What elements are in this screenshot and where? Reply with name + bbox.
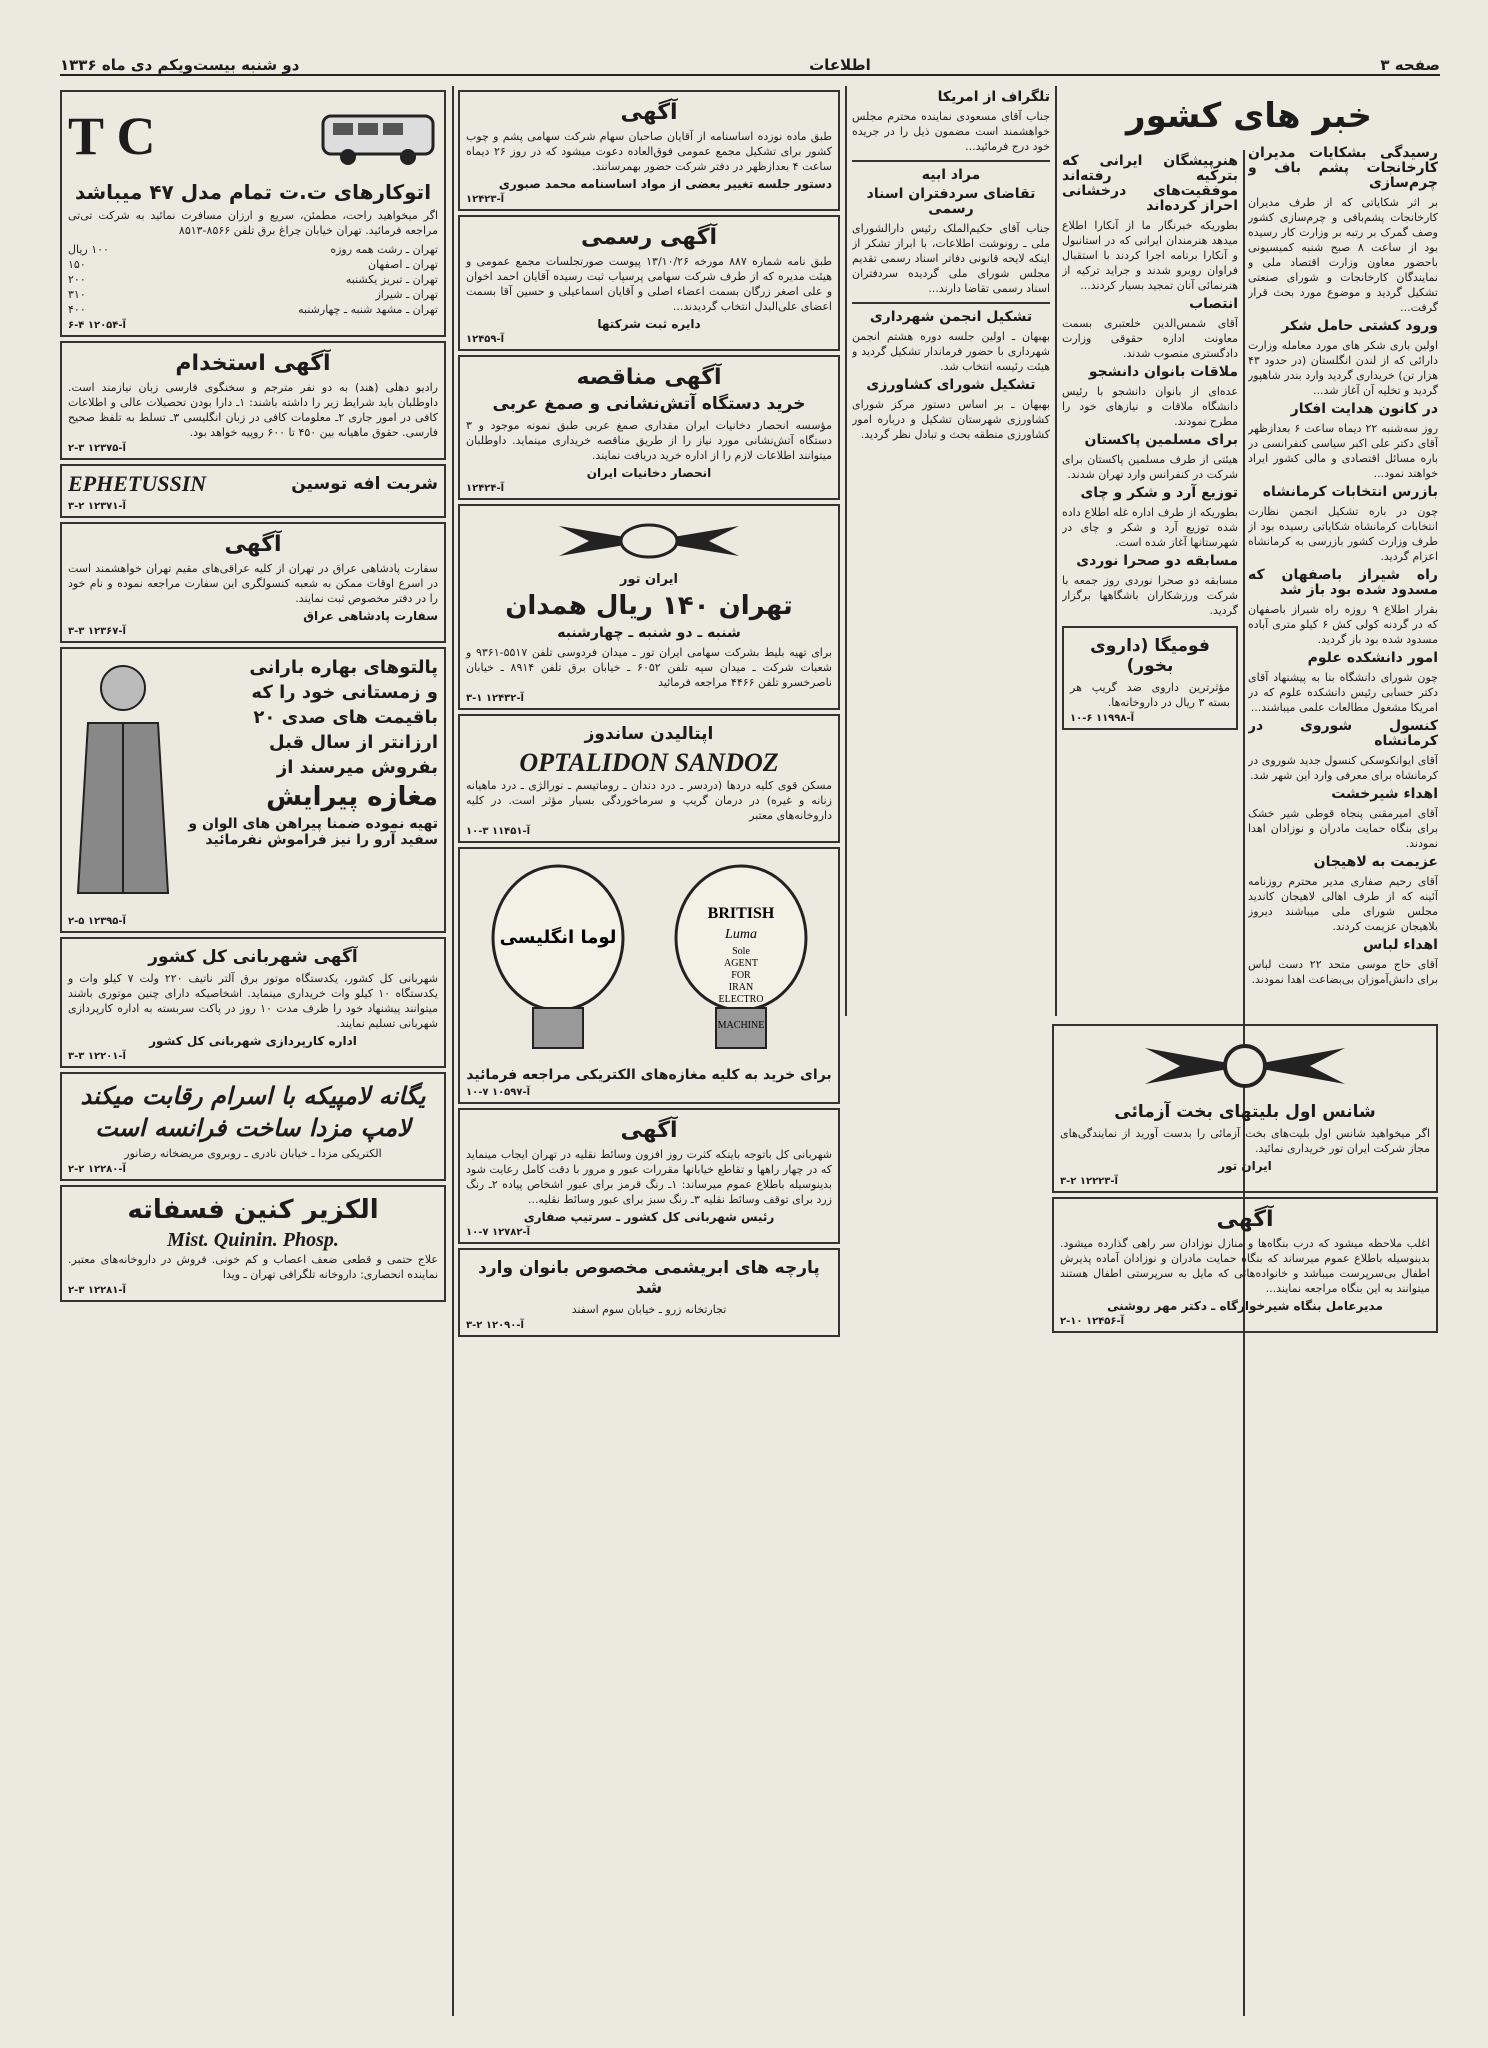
coat-shop-ad: پالتوهای بهاره بارانی و زمستانی خود را که باقیمت های صدی ۲۰ ارزانتر از سال قبل بفروش میرسند از مغازه پیرایش تهیه نموده ضمنا پیراهن های الوان و سفید آرو را نیز فراموش نفرمائید آ-۱۲۳۹۵ ۵-۲ xyxy=(60,647,446,933)
section-header xyxy=(1060,90,1438,142)
mazda-lamp-ad xyxy=(60,1072,446,1181)
headline: امور دانشکده علوم xyxy=(1307,650,1438,666)
ad-ref: آ-۱۲۰۹۰ ۲-۳ xyxy=(466,1320,524,1331)
ad-signature: دستور جلسه تغییر بعضی از مواد اساسنامه محمد صبوری xyxy=(498,177,832,191)
ad-title: آگهی مناقصه xyxy=(576,365,722,390)
fare-row: تهران ـ اصفهان ۱۵۰ xyxy=(68,258,438,271)
lamp-brand-fa: لوما انگلیسی xyxy=(499,927,616,948)
ad-title-fa: الکزیر کنین فسفاته xyxy=(127,1195,379,1225)
ad-ref: آ-۱۲۲۲۳ ۲-۳ xyxy=(1060,1176,1118,1187)
ad-title-en: Mist. Quinin. Phosp. xyxy=(167,1229,339,1251)
ad-title: آگهی xyxy=(620,100,678,125)
article-body: جناب آقای حکیم‌الملک رئیس دارالشورای ملی ـ رونوشت اطلاعات، با ابراز تشکر از اینکه لایحه قانونی دفاتر اسناد رسمی تقدیم مجلس شورای ملی گردیده سردفتران اسناد رسمی تقاضا دارند... xyxy=(852,222,1050,295)
headline: تشکیل شورای کشاورزی xyxy=(866,377,1036,393)
article-body: چون شورای دانشگاه بنا به پیشنهاد آقای دکتر حسابی رئیس دانشکده علوم که در امریکا مشغول مطالعات علمی میباشند... xyxy=(1248,671,1438,714)
lamp-brand-en2: Luma xyxy=(724,927,757,942)
article-body: آقای رحیم صفاری مدیر محترم روزنامه آئینه که از طرف اهالی لاهیجان کاندید مجلس شورای ملی میباشند دیروز بلاهیجان عزیمت کردند. xyxy=(1248,875,1438,933)
lamp-sole: Sole xyxy=(731,946,750,957)
ad-title-en: OPTALIDON SANDOZ xyxy=(519,748,779,777)
ad-title-fa: شربت افه توسین xyxy=(291,474,438,494)
column-rule xyxy=(1055,86,1057,1016)
headline: راه شیراز باصفهان که مسدود شده بود باز شد xyxy=(1248,567,1438,598)
paper-name: اطلاعات xyxy=(809,56,871,74)
column-rule xyxy=(845,86,847,1016)
bus-icon xyxy=(318,101,438,171)
ad-title: آگهی استخدام xyxy=(175,351,331,376)
ad-ref: آ-۱۲۴۵۹ xyxy=(466,334,505,345)
ad-ref: آ-۱۲۴۳۲ ۱-۳ xyxy=(466,693,524,704)
ad-caption: برای خرید به کلیه مغازه‌های الکتریکی مراجعه فرمائید xyxy=(466,1067,832,1083)
ad-slogan: لامپ مزدا ساخت فرانسه است xyxy=(95,1114,411,1142)
ad-ref: آ-۱۲۰۵۴ ۴-۶ xyxy=(68,320,126,331)
ad-title: آگهی xyxy=(620,1118,678,1143)
silk-fabric-ad xyxy=(458,1248,840,1337)
headline: اهداء شیرخشت xyxy=(1331,786,1438,802)
ad-subtitle: خرید دستگاه آتش‌نشانی و صمغ عربی xyxy=(492,394,806,414)
ad-signature: انحصار دخانیات ایران xyxy=(586,466,712,480)
headline: مراد ابیه xyxy=(921,167,981,183)
date-line: دو شنبه بیست‌ویکم دی ماه ۱۳۳۶ xyxy=(60,56,300,74)
police-traffic-notice xyxy=(458,1108,840,1244)
ad-ref: آ-۱۲۳۷۵ ۳-۲ xyxy=(68,443,126,454)
lamp-machine: MACHINE xyxy=(717,1020,764,1031)
ad-ref: آ-۱۲۴۵۶ ۱۰-۲ xyxy=(1060,1316,1125,1327)
shop-name: مغازه پیرایش xyxy=(266,782,438,812)
ad-signature: مدیرعامل بنگاه شیرخوارگاه ـ دکتر مهر روشنی xyxy=(1107,1299,1383,1313)
article-body: بهبهان ـ بر اساس دستور مرکز شورای کشاورزی شهرستان تشکیل و درباره امور کشاورزی منطقه بحث و تبادل نظر گردید. xyxy=(852,398,1050,441)
headline: برای مسلمین پاکستان xyxy=(1084,432,1238,448)
lamp-electro: ELECTRO xyxy=(718,994,763,1005)
optalidon-ad xyxy=(458,714,840,843)
headline: انتصاب xyxy=(1189,296,1238,312)
article-body: چون در باره تشکیل انجمن نظارت انتخابات کرمانشاه شکایاتی رسیده بود از طرف وزارت کشور بازرسی به کرمانشاه اعزام گردید. xyxy=(1248,505,1438,563)
ad-title-en: EPHETUSSIN xyxy=(68,471,207,496)
page-label: صفحه ۳ xyxy=(1380,56,1440,74)
ad-body: مؤسسه انحصار دخانیات ایران مقداری صمغ عربی طبق نمونه موجود و ۳ دستگاه آتش‌نشانی مورد نیاز را از طریق مناقصه خریداری مینماید. داوطلبان میتوانند اطلاعات لازم را از اداره خرید دریافت نمایند. xyxy=(466,419,832,462)
winged-logo-icon xyxy=(549,516,749,566)
fare-row: تهران ـ مشهد شنبه ـ چهارشنبه ۴۰۰ xyxy=(68,303,438,316)
article-body: مسابقه دو صحرا نوردی روز جمعه با شرکت ورزشکاران باشگاهها برگزار گردید. xyxy=(1062,574,1238,617)
ad-slogan: یگانه لامپیکه با اسرام رقابت میکند xyxy=(80,1082,426,1110)
company-name: ایران تور xyxy=(619,572,679,587)
subheadline: تقاضای سردفتران اسناد رسمی xyxy=(866,186,1036,217)
winged-emblem-icon xyxy=(1135,1036,1355,1096)
lamp-bulb-icon xyxy=(483,858,633,1058)
lamp-bulb-icon xyxy=(666,858,816,1058)
section-title: خبر های کشور xyxy=(1126,96,1372,136)
article-body: بطوریکه خبرنگار ما از آنکارا اطلاع میدهد هنرمندان ایرانی که در استانبول و آنکارا برنامه اجرا کردند با استقبال فراوان روبرو شدند و جراید ترکیه از هنرنمائی آنان تمجید بسیار کردند... xyxy=(1062,219,1238,292)
ad-ref: آ-۱۲۴۲۴ xyxy=(466,483,505,494)
man-in-coat-illustration-icon xyxy=(68,653,178,913)
lamp-iran: IRAN xyxy=(728,982,753,993)
headline: توزیع آرد و شکر و چای xyxy=(1080,485,1238,501)
fumiga-ad xyxy=(1062,626,1238,730)
notice-ad-1 xyxy=(458,90,840,211)
article-body: اولین باری شکر های مورد معامله وزارت دارائی که از لندن انگلستان (در حدود ۴۳ هزار تن) خریداری گردید وارد بندر شاهپور گردید و تخلیه آن آغاز شد... xyxy=(1248,339,1438,397)
ad-title: آگهی xyxy=(1216,1207,1274,1232)
ad-body: علاج حتمی و قطعی ضعف اعصاب و کم خونی. فروش در داروخانه‌های معتبر. نماینده انحصاری: داروخانه تلگرافی تهران ـ ویدا xyxy=(68,1253,438,1281)
ad-body: اگر میخواهید شانس اول بلیت‌های بخت آزمائی را بدست آورید از نمایندگی‌های مجاز شرکت ایران تور خریداری نمائید. xyxy=(1060,1127,1430,1155)
ephetussin-ad xyxy=(60,464,446,518)
headline: اهداء لباس xyxy=(1363,937,1438,953)
ad-body: شهربانی کل باتوجه باینکه کثرت روز افزون وسائط نقلیه در تهران ایجاب مینماید که در چهار راهها و تقاطع خیابانها مقررات عبور و مرور با دقت کامل رعایت شود بدینوسیله باطلاع عموم میرساند: ۱ـ رنگ قرمز برای عبور اشخاص پیاده ۲ـ رنگ زرد برای توقف وسائط نقلیه ۳ـ رنگ سبز برای عبور وسائط نقلیه... xyxy=(466,1148,832,1206)
ad-body: مسکن قوی کلیه دردها (دردسر ـ درد دندان ـ روماتیسم ـ نورالژی ـ درد ماهیانه زنانه و غیره) در درمان گریپ و سرماخوردگی بسیار مؤثر است. در کلیه داروخانه‌های معتبر xyxy=(466,779,832,822)
lottery-and-notice xyxy=(852,1020,1438,2016)
ad-title: شانس اول بلیتهای بخت آزمائی xyxy=(1114,1102,1376,1122)
ad-body: مؤثرترین داروی ضد گریپ هر بسته ۳ ریال در داروخانه‌ها. xyxy=(1070,681,1230,709)
ad-body: رادیو دهلی (هند) به دو نفر مترجم و سخنگوی فارسی زبان نیازمند است. داوطلبان باید شرایط زیر را داشته باشند: ۱ـ دارا بودن تحصیلات عالی و اطلاعات کافی در امور جاری ۲ـ معلومات کافی در زبان انگلیسی ۳ـ تسلط به تلفظ صحیح فارسی. حقوق ماهیانه بین ۴۵۰ تا ۶۰۰ روپیه خواهد بود. xyxy=(68,381,438,439)
column-rule xyxy=(452,86,454,2016)
ad-body: تجارتخانه زرو ـ خیابان سوم اسفند xyxy=(571,1303,727,1316)
article-body: بطوریکه از طرف اداره غله اطلاع داده شده توزیع آرد و شکر و چای در شهرستانها آغاز شده است. xyxy=(1062,506,1238,549)
column-country-news-2 xyxy=(1062,150,1238,1010)
nursery-notice xyxy=(1052,1197,1438,1333)
ad-body: طبق ماده نوزده اساسنامه از آقایان صاحبان سهام شرکت سهامی پشم و چوب کشور برای تشکیل مجمع عمومی فوق‌العاده دعوت میشود که در روز ۲۶ دیماه ساعت ۴ بعدازظهر در دفتر شرکت حضور بهمرسانند. xyxy=(466,130,832,173)
headline: هنرپیشگان ایرانی که بترکیه رفته‌اند موفقیت‌های درخشانی احراز کرده‌اند xyxy=(1062,153,1238,214)
ad-title: پارچه های ابریشمی مخصوص بانوان وارد شد xyxy=(478,1258,820,1298)
ad-ref: آ-۱۲۳۶۷ ۳-۳ xyxy=(68,626,126,637)
ad-body: شهربانی کل کشور، یکدستگاه موتور برق آلتر ناتیف ۲۲۰ ولت ۷ کیلو وات و یکدستگاه ۱۰ کیلو وات خریداری مینماید. اشخاصیکه دارای چنین موتوری باشند میتوانند پیشنهاد خود را ظرف مدت ۱۰ روز در پاکت سربسته به اداره کارپردازی شهربانی تسلیم نمایند. xyxy=(68,972,439,1030)
ad-signature: رئیس شهربانی کل کشور ـ سرتیپ صفاری xyxy=(523,1210,775,1224)
article-body: جناب آقای مسعودی نماینده محترم مجلس خواهشمند است مضمون ذیل را در جریده خود درج فرمائید... xyxy=(852,110,1050,153)
fare-row: تهران ـ تبریز یکشنبه ۲۰۰ xyxy=(68,273,438,286)
ad-title-fa: اپتالیدن ساندوز xyxy=(584,724,714,744)
article-body: آقای حاج موسی متحد ۲۲ دست لباس برای دانش‌آموزان بی‌بضاعت اهدا نمودند. xyxy=(1248,958,1438,986)
ad-body: سفارت پادشاهی عراق در تهران از کلیه عراقی‌های مقیم تهران خواهشمند است در اسرع اوقات ممکن به شعبه کنسولگری این سفارت مراجعه نموده و نام خود را در دفتر مخصوص ثبت نمایند. xyxy=(68,562,438,605)
police-motor-notice xyxy=(60,937,446,1068)
ad-title: آگهی xyxy=(224,532,282,557)
headline: تلگراف از امریکا xyxy=(937,89,1050,105)
headline: تشکیل انجمن شهرداری xyxy=(869,309,1033,325)
column-ads-left xyxy=(60,86,446,2016)
lamp-for: FOR xyxy=(730,970,751,981)
headline: مسابقه دو صحرا نوردی xyxy=(1076,553,1238,569)
article-body: روز سه‌شنبه ۲۲ دیماه ساعت ۶ بعدازظهر آقای دکتر علی اکبر سیاسی کنفرانسی در باره مسائل اقتصادی و مالی کشور ایراد خواهند نمود... xyxy=(1248,422,1438,480)
ad-title: اتوکارهای ت.ت تمام مدل ۴۷ میباشد xyxy=(74,180,432,204)
headline: کنسول شوروی در کرمانشاه xyxy=(1248,718,1438,749)
fare-row: تهران ـ شیراز ۳۱۰ xyxy=(68,288,438,301)
column-news-3 xyxy=(852,86,1050,1006)
ad-ref: آ-۱۱۴۵۱ ۳-۱۰ xyxy=(466,826,531,837)
ad-body: برای تهیه بلیط بشرکت سهامی ایران تور ـ میدان فردوسی تلفن ۵۵۱۷-۹۳۶۱ و شعبات شرکت ـ میدان سپه تلفن ۶۰۵۲ ـ خیابان برق تلفن ۸۹۱۴ ـ خیابان ناصرخسرو تلفن ۴۴۶۶ مراجعه فرمائید xyxy=(466,646,832,689)
column-ads-center xyxy=(458,86,840,2016)
route: تهران ۱۴۰ ریال همدان xyxy=(505,591,793,621)
ad-signature: اداره کارپردازی شهربانی کل کشور xyxy=(149,1034,357,1048)
ad-ref: آ-۱۲۲۸۱ ۳-۲ xyxy=(68,1285,126,1296)
official-notice xyxy=(458,215,840,351)
ad-body: اغلب ملاحظه میشود که درب بنگاه‌ها و منازل نوزادان سر راهی گذارده میشود. بدینوسیله باطلاع عموم میرساند که بنگاه حمایت مادران و نوزادان آماده پذیرش اطفال بی‌سرپرست میباشد و خانواده‌هائی که مایل به سرپرستی اطفال هستند میتوانند به این بنگاه مراجعه نمایند... xyxy=(1060,1237,1430,1295)
ad-title: آگهی شهربانی کل کشور xyxy=(148,947,358,967)
headline: بازرس انتخابات کرمانشاه xyxy=(1262,484,1438,500)
quinine-elixir-ad xyxy=(60,1185,446,1302)
ad-title: فومیگا (داروی بخور) xyxy=(1090,636,1210,676)
headline: ورود کشتی حامل شکر xyxy=(1281,318,1438,334)
job-ad xyxy=(60,341,446,460)
article-body: هیئتی از طرف مسلمین پاکستان برای شرکت در کنفرانس وارد تهران شدند. xyxy=(1062,453,1238,481)
article-body: عده‌ای از بانوان دانشجو با رئیس دانشگاه ملاقات و نیازهای خود را مطرح نمودند. xyxy=(1062,385,1238,428)
article-body: آقای شمس‌الدین خلعتبری بسمت معاونت اداره حقوقی وزارت دادگستری منصوب شدند. xyxy=(1062,317,1238,360)
iraq-embassy-notice xyxy=(60,522,446,643)
days: شنبه ـ دو شنبه ـ چهارشنبه xyxy=(557,625,741,641)
article-body: بقرار اطلاع ۹ روزه راه شیراز باصفهان که در گردنه کولی کش ۶ کیلو متری آباده مسدود شده بود باز گردید. xyxy=(1248,603,1438,646)
headline: ملاقات بانوان دانشجو xyxy=(1088,364,1238,380)
ad-ref: آ-۱۲۳۹۵ ۵-۲ xyxy=(68,916,126,927)
ad-ref: آ-۱۲۳۷۱ ۲-۳ xyxy=(68,501,126,512)
ad-ref: آ-۱۱۹۹۸ ۶-۱۰ xyxy=(1070,713,1135,724)
tender-notice xyxy=(458,355,840,500)
ad-body: طبق نامه شماره ۸۸۷ مورخه ۱۳/۱۰/۲۶ پیوست صورتجلسات مجمع عمومی و هیئت مدیره که از طرف شرکت سهامی پرسپاب ثبت رسیده آقایان احمد اخوان و علی اصغر زرگان بسمت اعضاء اصلی و آقایان اسماعیلی و حسین آقا بسمت اعضای علی‌البدل انتخاب گردیدند... xyxy=(466,255,833,313)
travel-ad xyxy=(458,504,840,710)
fare-table xyxy=(68,242,438,317)
ad-ref: آ-۱۲۷۸۲ ۷-۱۰ xyxy=(466,1227,531,1238)
article-body: بر اثر شکایاتی که از طرف مدیران کارخانجات پشم‌بافی و چرم‌سازی کشور وصف گمرک بر رتبه بر وزارت کار رسیده بود از ساعت ۸ صبح شنبه کمیسیونی باحضور معاون وزارت اقتصاد ملی و نمایندگان کارخانجات و شورای صنعتی تشکیل گردید و موضوع مورد بحث قرار گرفت... xyxy=(1248,196,1438,314)
ad-ref: آ-۱۲۲۰۱ ۳-۳ xyxy=(68,1051,126,1062)
headline: در کانون هدایت افکار xyxy=(1290,401,1438,417)
ad-signature: سفارت پادشاهی عراق xyxy=(303,609,438,623)
lamp-brand-en1: BRITISH xyxy=(707,905,774,922)
ad-ref: آ-۱۰۵۹۷ ۷-۱۰ xyxy=(466,1087,531,1098)
headline: عزیمت به لاهیجان xyxy=(1313,854,1438,870)
ad-title: آگهی رسمی xyxy=(580,225,718,250)
masthead xyxy=(60,52,1440,76)
fare-row: تهران ـ رشت همه روزه ۱۰۰ ریال xyxy=(68,243,438,256)
ad-signature: دایره ثبت شرکتها xyxy=(597,317,701,331)
ad-signature: ایران تور xyxy=(1218,1159,1272,1173)
ad-body: الکتریکی مزدا ـ خیابان نادری ـ روبروی مریضخانه رضانور xyxy=(124,1147,382,1160)
lottery-ad xyxy=(1052,1024,1438,1193)
ad-ref: آ-۱۲۲۸۰ ۲-۲ xyxy=(68,1164,126,1175)
headline: رسیدگی بشکایات مدیران کارخانجات پشم باف و چرم‌سازی xyxy=(1248,145,1438,191)
article-body: بهبهان ـ اولین جلسه دوره هشتم انجمن شهرداری با حضور فرماندار تشکیل گردید و هیئت رئیسه انتخاب شد. xyxy=(852,330,1050,373)
article-body: آقای ایوانکوسکی کنسول جدید شوروی در کرمانشاه برای معرفی وارد این شهر شد. xyxy=(1248,754,1438,782)
article-body: آقای امیرمقنی پنجاه قوطی شیر خشک برای بنگاه حمایت مادران و نوزادان اهدا نمودند. xyxy=(1248,807,1438,850)
ad-body: اگر میخواهید راحت، مطمئن، سریع و ارزان مسافرت نمائید به شرکت تی‌تی مراجعه فرمائید. تهران خیابان چراغ برق تلفن ۸۵۶۶-۸۵۱۳ xyxy=(68,209,438,237)
luma-lamp-ad xyxy=(458,847,840,1104)
ad-ref: آ-۱۲۴۲۳ xyxy=(466,194,505,205)
lamp-agent: AGENT xyxy=(723,958,758,969)
tt-bus-ad xyxy=(60,90,446,337)
tt-logo: T C xyxy=(68,106,156,166)
